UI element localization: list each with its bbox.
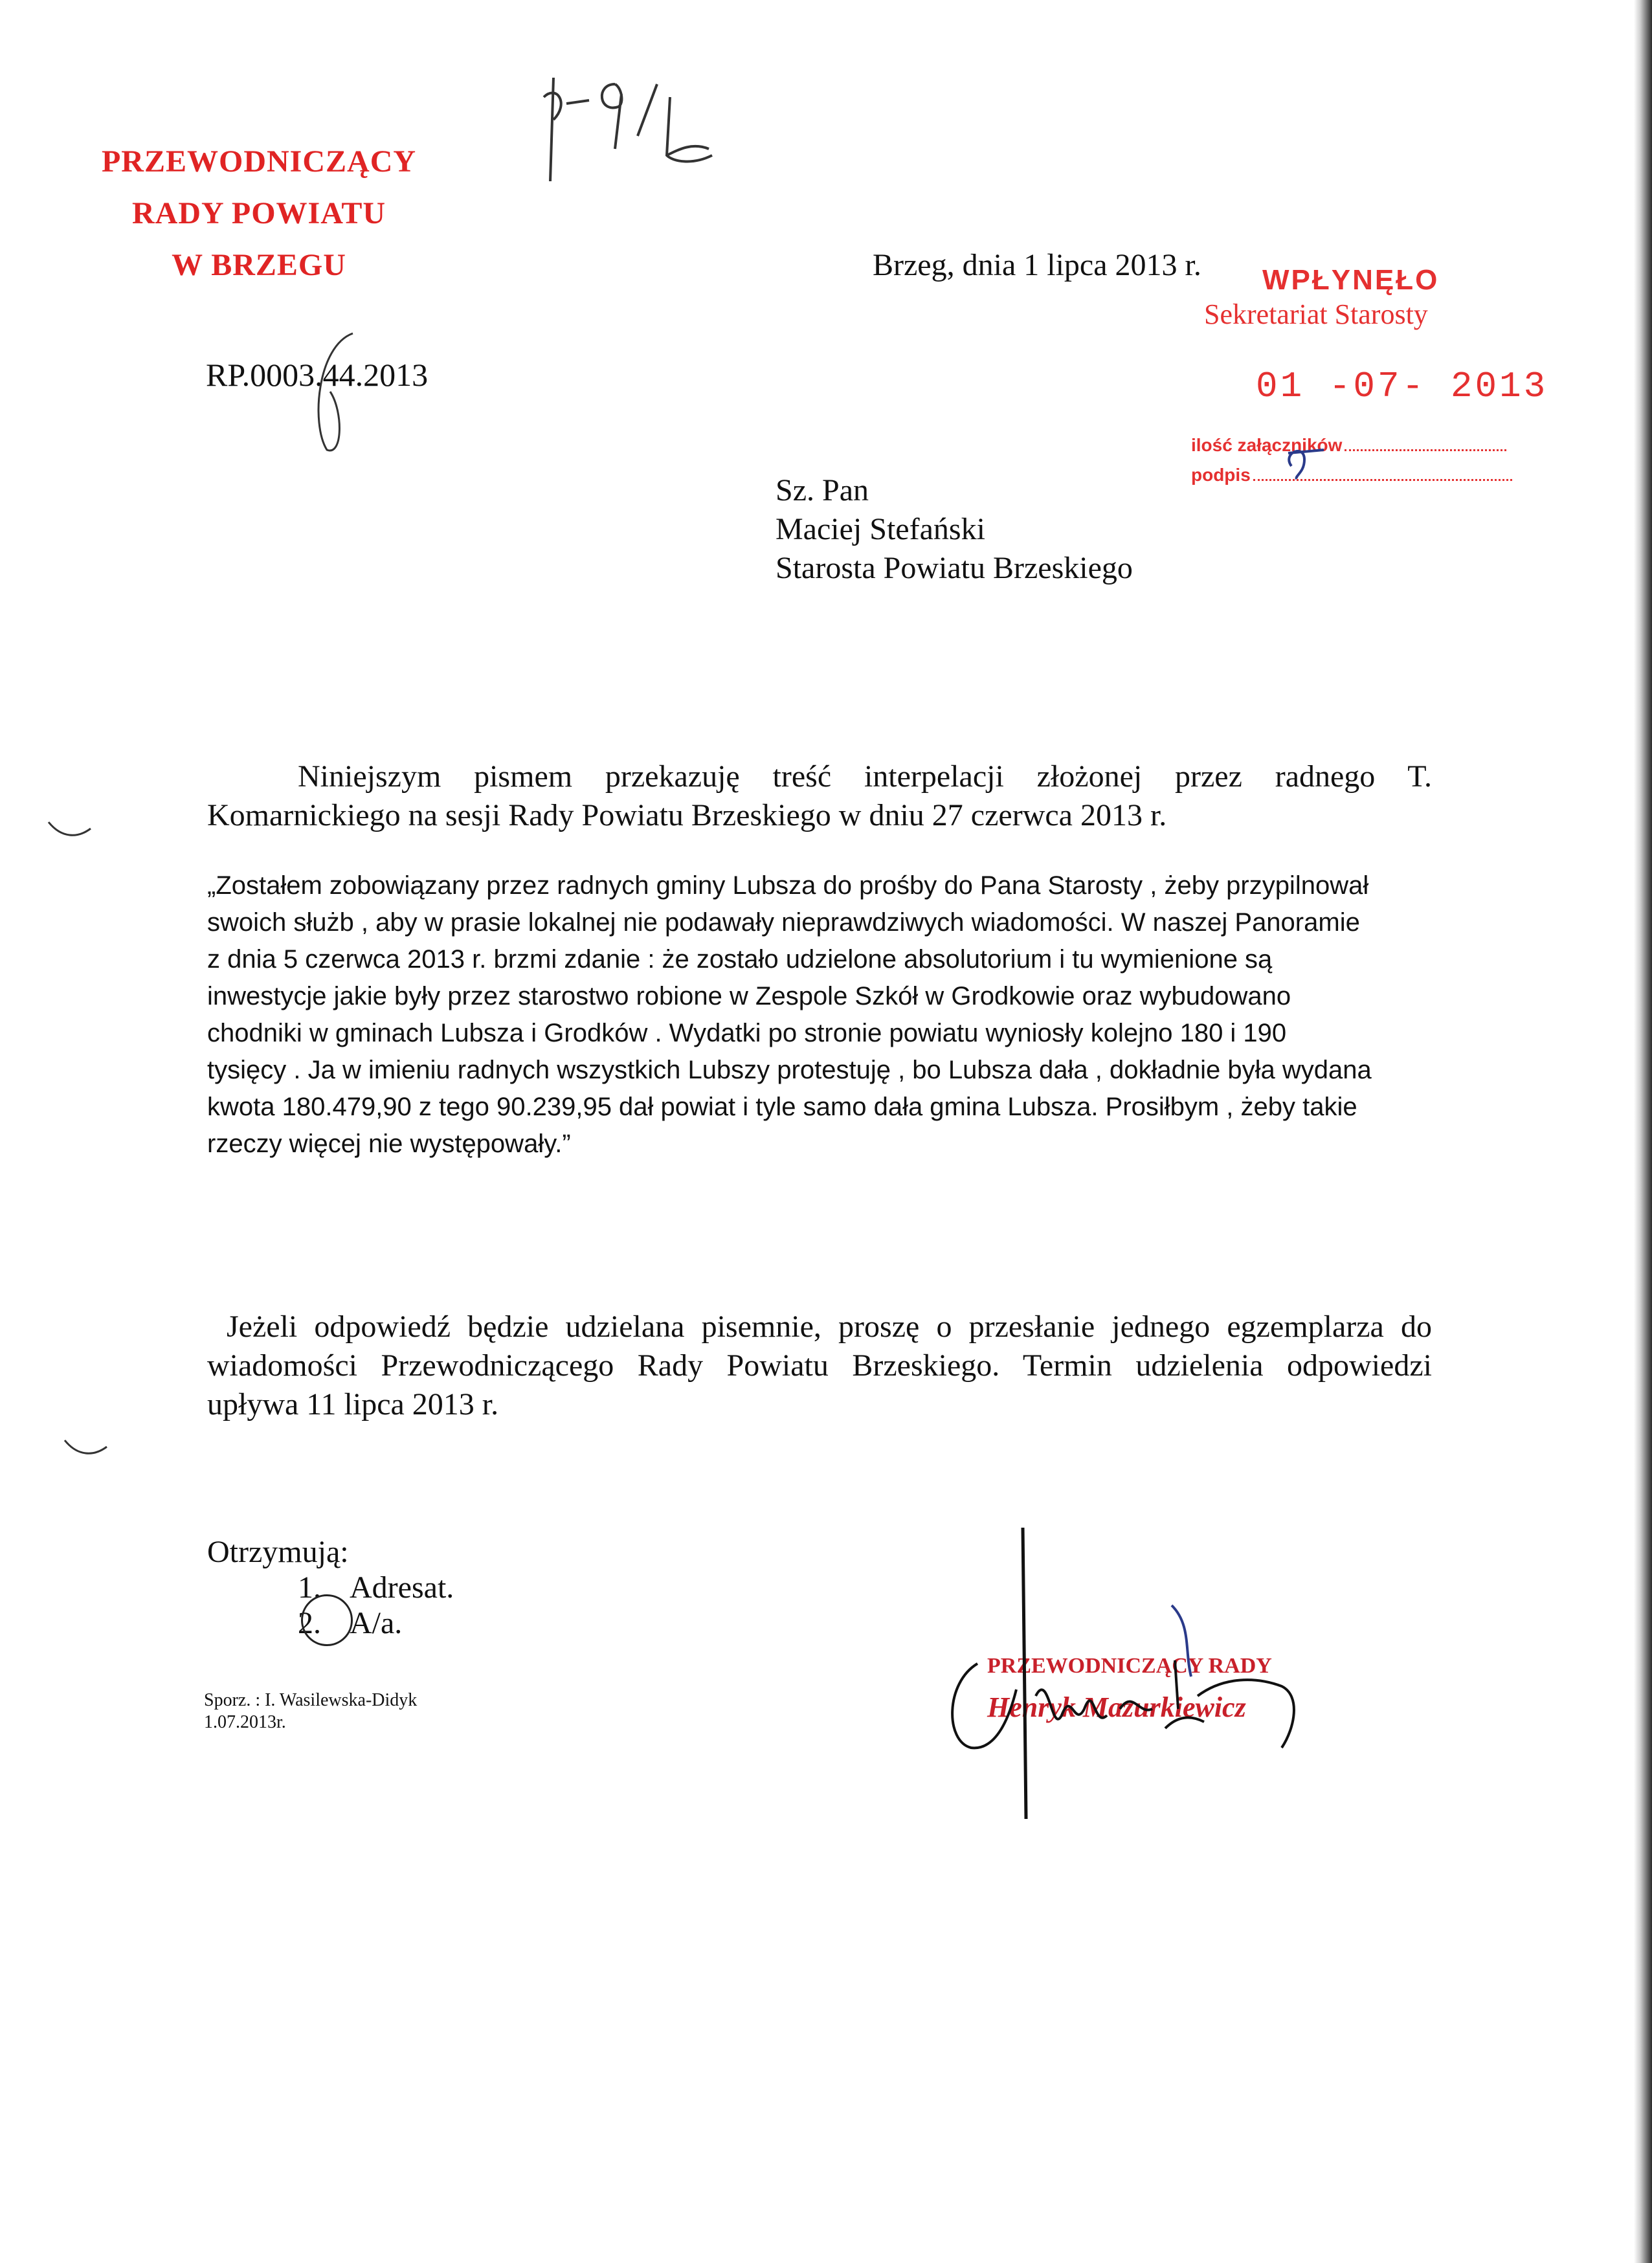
reference-handwritten-mark (291, 320, 369, 463)
prepared-by (204, 1689, 417, 1733)
attachments-label: ilość załączników (1191, 435, 1343, 455)
chairman-stamp-line: W BRZEGU (172, 248, 346, 282)
signature-label: podpis (1191, 465, 1251, 485)
margin-mark (61, 1434, 113, 1466)
incoming-stamp-office: Sekretariat Starosty (1204, 298, 1428, 330)
prepared-by-name: Sporz. : I. Wasilewska-Didyk (204, 1690, 418, 1710)
recipients-label: Otrzymują: (207, 1535, 349, 1569)
handwritten-signature (919, 1521, 1334, 1832)
incoming-stamp-signature (1191, 465, 1512, 485)
closing-line: upływa 11 lipca 2013 r. (207, 1387, 499, 1421)
chairman-stamp-line: PRZEWODNICZĄCY (101, 144, 417, 179)
closing-line: Jeżeli odpowiedź będzie udzielana pisemnie, proszę o przesłanie jednego egzemplarza do (227, 1310, 1432, 1344)
addressee-position: Starosta Powiatu Brzeskiego (776, 551, 1133, 585)
place-date: Brzeg, dnia 1 lipca 2013 r. (873, 248, 1201, 282)
signature-stamp-name: Henryk Mazurkiewicz (987, 1691, 1246, 1723)
closing-line: wiadomości Przewodniczącego Rady Powiatu Brzeskiego. Termin udzielenia odpowiedzi (207, 1348, 1432, 1383)
addressee-block (776, 471, 1133, 588)
reference-number: RP.0003.44.2013 (206, 357, 429, 393)
addressee-salutation: Sz. Pan (776, 473, 869, 507)
quote-line: kwota 180.479,90 z tego 90.239,95 dał powiat i tyle samo dała gmina Lubsza. Prosiłbym , żeby takie (207, 1093, 1357, 1121)
quote-line: chodniki w gminach Lubsza i Grodków . Wydatki po stronie powiatu wyniosły kolejno 180 i 190 (207, 1019, 1287, 1047)
incoming-stamp-title: WPŁYNĘŁO (1262, 264, 1440, 296)
recipient-circle-mark (301, 1594, 353, 1646)
addressee-name: Maciej Stefański (776, 512, 985, 546)
signature-block (919, 1521, 1334, 1832)
chairman-stamp (78, 136, 440, 291)
recipient-number: 1. (298, 1570, 321, 1605)
chairman-stamp-line: RADY POWIATU (132, 196, 386, 230)
scan-edge (1634, 0, 1652, 2263)
margin-mark (45, 816, 97, 848)
intro-paragraph (207, 757, 1432, 835)
closing-paragraph (207, 1308, 1432, 1424)
intro-line: Niniejszym pismem przekazuję treść interpelacji złożonej przez radnego T. (298, 759, 1432, 794)
recipient-number: 2. (298, 1606, 321, 1640)
quote-line: inwestycje jakie były przez starostwo robione w Zespole Szkół w Grodkowie oraz wybudowano (207, 982, 1291, 1010)
quote-line: tysięcy . Ja w imieniu radnych wszystkich Lubszy protestuję , bo Lubsza dała , dokładnie była wydana (207, 1056, 1372, 1084)
recipient-name: Adresat. (350, 1570, 454, 1605)
incoming-stamp-date: 01 -07- 2013 (1256, 366, 1548, 407)
signature-stamp-title: PRZEWODNICZĄCY RADY (987, 1654, 1272, 1678)
intro-line: Komarnickiego na sesji Rady Powiatu Brzeskiego w dniu 27 czerwca 2013 r. (207, 798, 1167, 832)
quote-line: „Zostałem zobowiązany przez radnych gminy Lubsza do prośby do Pana Starosty , żeby przypilnował (207, 871, 1369, 900)
recipient-name: A/a. (350, 1606, 403, 1640)
incoming-stamp-attachments (1191, 435, 1506, 456)
quote-line: z dnia 5 czerwca 2013 r. brzmi zdanie : że zostało udzielone absolutorium i tu wymienione są (207, 945, 1273, 974)
handwritten-note (518, 58, 731, 188)
quote-line: swoich służb , aby w prasie lokalnej nie podawały nieprawdziwych wiadomości. W naszej Panoramie (207, 908, 1360, 937)
quote-line: rzeczy więcej nie występowały.” (207, 1130, 571, 1158)
recipients-list (207, 1534, 454, 1641)
prepared-by-date: 1.07.2013r. (204, 1712, 286, 1732)
stamp-handwritten-mark (1278, 440, 1330, 485)
interpellation-quote (207, 867, 1437, 1163)
